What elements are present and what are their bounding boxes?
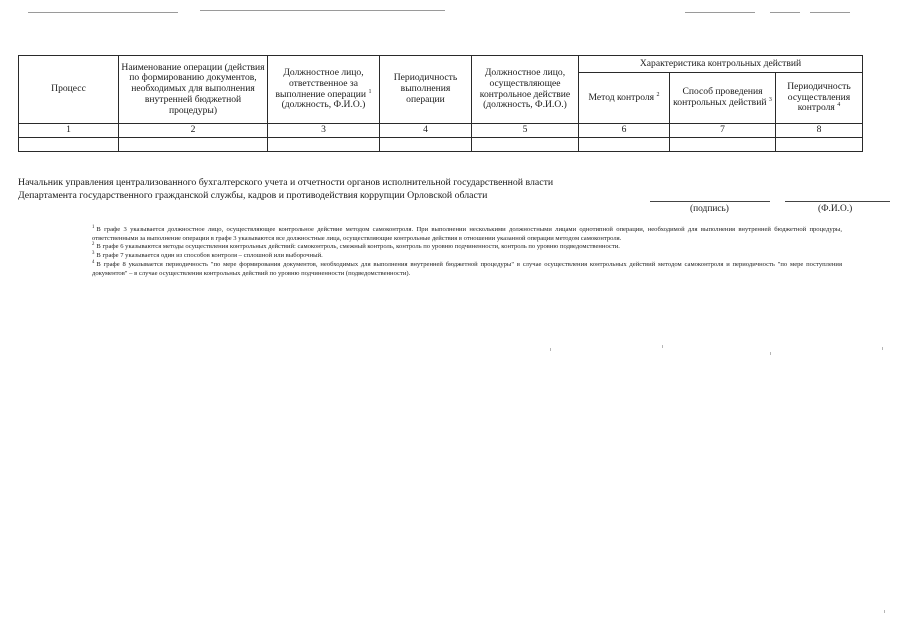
table-cell bbox=[579, 137, 670, 151]
signature-block bbox=[18, 177, 553, 202]
footnote-1 bbox=[92, 226, 842, 243]
scan-artifact-dot bbox=[882, 347, 883, 350]
header-process: Процесс bbox=[19, 56, 119, 124]
header-way-text: Способ проведения контрольных действий bbox=[673, 86, 767, 108]
fio-line bbox=[785, 201, 890, 202]
header-responsible bbox=[268, 56, 380, 124]
header-responsible-tail: (должность, Ф.И.О.) bbox=[281, 99, 366, 111]
footnote-text: В графе 6 указываются методы осуществления контрольных действий: самоконтроль, смежный контроль, контроль по уровню подчиненности, контроль по уровню подведомственности. bbox=[96, 243, 620, 251]
header-responsible-text: Должностное лицо, ответственное за выполнение операции bbox=[275, 67, 367, 100]
fio-label: (Ф.И.О.) bbox=[818, 204, 853, 214]
header-method bbox=[579, 73, 670, 124]
scan-artifact-line bbox=[770, 12, 800, 13]
table-cell bbox=[776, 137, 863, 151]
table-cell bbox=[19, 137, 119, 151]
signature-line bbox=[650, 201, 770, 202]
footnote-ref-3: 3 bbox=[768, 96, 772, 103]
signature-label: (подпись) bbox=[690, 204, 729, 214]
header-method-text: Метод контроля bbox=[588, 91, 655, 103]
header-periodicity: Периодичность выполнения операции bbox=[380, 56, 472, 124]
control-table bbox=[18, 55, 863, 152]
footnote-marker: 3 bbox=[92, 250, 95, 256]
column-number: 7 bbox=[670, 124, 776, 138]
footnotes bbox=[92, 226, 842, 278]
header-group: Характеристика контрольных действий bbox=[579, 56, 863, 73]
header-period-control bbox=[776, 73, 863, 124]
footnote-4 bbox=[92, 261, 842, 278]
footnote-ref-1: 1 bbox=[368, 88, 372, 95]
footnote-marker: 1 bbox=[92, 224, 95, 230]
column-number: 1 bbox=[19, 124, 119, 138]
footnote-text: В графе 3 указывается должностное лицо, осуществляющее контрольное действие методом самоконтроля. При выполнении несколькими должностными лицами однотипной операции, необходимой для выполнения внутренней бюджетной процедуры, ответственными за выполнение операции в графе 3 указываются все должностные лица, осуществляющие контрольные действия в отношении указанной операции методом самоконтроля. bbox=[92, 226, 842, 242]
column-number: 3 bbox=[268, 124, 380, 138]
scan-artifact-line bbox=[810, 12, 850, 13]
header-operation: Наименование операции (действия по формированию документов, необходимых для выполнения внутренней бюджетной процедуры) bbox=[119, 56, 268, 124]
table-row bbox=[19, 137, 863, 151]
footnote-marker: 2 bbox=[92, 242, 95, 248]
scan-artifact-dot bbox=[884, 610, 885, 613]
column-number: 6 bbox=[579, 124, 670, 138]
scan-artifact-dot bbox=[550, 348, 551, 351]
footnote-ref-4: 4 bbox=[837, 102, 841, 109]
table-cell bbox=[268, 137, 380, 151]
column-number: 5 bbox=[472, 124, 579, 138]
column-number: 8 bbox=[776, 124, 863, 138]
footnote-3 bbox=[92, 252, 842, 261]
column-number: 4 bbox=[380, 124, 472, 138]
table-cell bbox=[472, 137, 579, 151]
scan-artifact-dot bbox=[662, 345, 663, 348]
signature-position-line2: Департамента государственного гражданской службы, кадров и противодействия коррупции Орловской области bbox=[18, 189, 488, 201]
table-cell bbox=[119, 137, 268, 151]
column-number: 2 bbox=[119, 124, 268, 138]
header-period-control-text: Периодичность осуществления контроля bbox=[787, 80, 851, 114]
signature-position-line1: Начальник управления централизованного бухгалтерского учета и отчетности органов исполнительной государственной власти bbox=[18, 177, 554, 188]
header-controller: Должностное лицо, осуществляющее контрольное действие (должность, Ф.И.О.) bbox=[472, 56, 579, 124]
footnote-marker: 4 bbox=[92, 259, 95, 265]
footnote-ref-2: 2 bbox=[656, 91, 660, 98]
scan-artifact-line bbox=[685, 12, 755, 13]
scan-artifact-dot bbox=[770, 352, 771, 355]
footnote-2 bbox=[92, 243, 842, 252]
footnote-text: В графе 8 указывается периодичность "по мере формирования документов, необходимых для выполнения внутренней бюджетной процедуры" в случае осуществления контрольных действий методом самоконтроля и периодичность "по мере поступления документов" – в случае осуществления контрольных действий по уровню подчиненности (подведомственности). bbox=[92, 260, 842, 277]
scan-artifact-line bbox=[200, 10, 445, 11]
table-cell bbox=[670, 137, 776, 151]
footnote-text: В графе 7 указывается один из способов контроля – сплошной или выборочный. bbox=[96, 252, 323, 260]
header-way bbox=[670, 73, 776, 124]
scan-artifact-line bbox=[28, 12, 178, 13]
table-cell bbox=[380, 137, 472, 151]
